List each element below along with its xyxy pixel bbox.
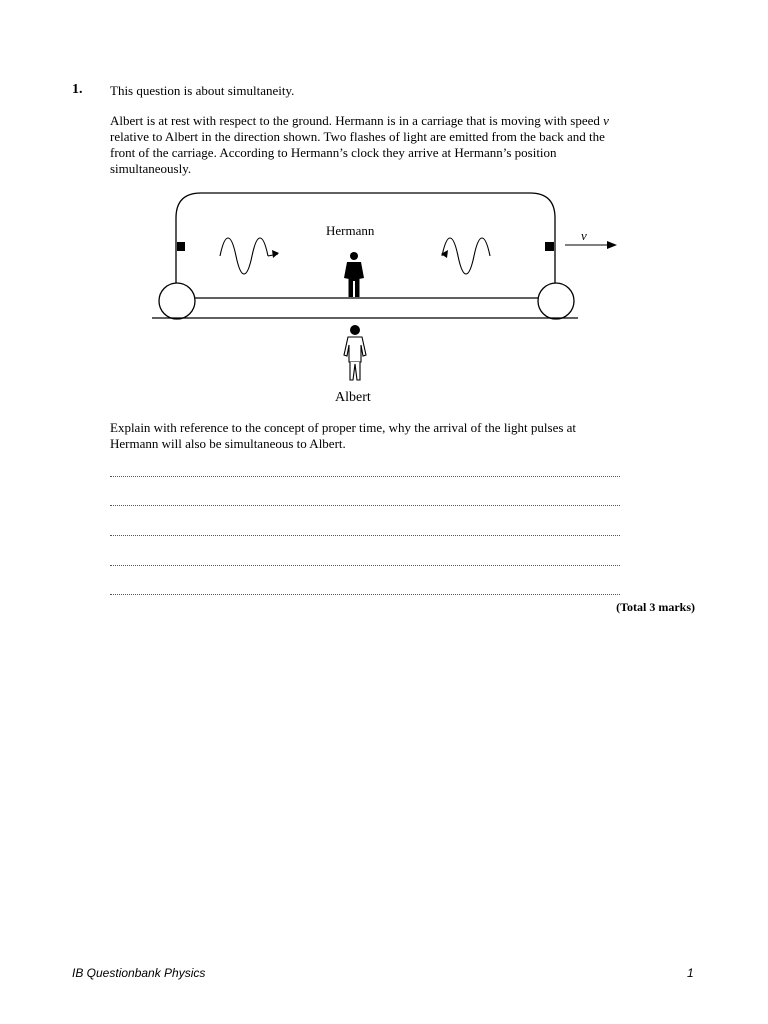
answer-line-2[interactable] xyxy=(110,505,620,506)
answer-line-3[interactable] xyxy=(110,535,620,536)
speed-symbol: v xyxy=(603,113,609,128)
instruction-line-2: Hermann will also be simultaneous to Albert. xyxy=(110,436,346,451)
front-wheel xyxy=(538,283,574,319)
front-flash-source xyxy=(545,242,554,251)
front-light-wave xyxy=(442,238,490,274)
rear-wheel xyxy=(159,283,195,319)
albert-figure xyxy=(344,325,366,380)
carriage-diagram xyxy=(0,0,768,420)
answer-line-4[interactable] xyxy=(110,565,620,566)
hermann-label: Hermann xyxy=(326,223,375,238)
footer-source: IB Questionbank Physics xyxy=(72,966,206,980)
front-wave-arrowhead xyxy=(441,250,448,258)
paragraph-line-2: relative to Albert in the direction shown. Two flashes of light are emitted from the back and the xyxy=(110,129,605,144)
page-number: 1 xyxy=(687,966,694,980)
rear-light-wave xyxy=(220,238,268,274)
answer-line-1[interactable] xyxy=(110,476,620,477)
question-intro: This question is about simultaneity. xyxy=(110,83,295,98)
rear-flash-source xyxy=(177,242,185,251)
paragraph-line-4: simultaneously. xyxy=(110,161,192,176)
hermann-figure xyxy=(344,252,364,297)
paragraph-line-1: Albert is at rest with respect to the ground. Hermann is in a carriage that is moving with speed v xyxy=(110,113,609,128)
total-marks: (Total 3 marks) xyxy=(616,600,695,614)
velocity-arrowhead xyxy=(607,241,617,249)
instruction-text xyxy=(110,420,670,452)
albert-label: Albert xyxy=(335,390,371,405)
answer-line-5[interactable] xyxy=(110,594,620,595)
question-number: 1. xyxy=(72,82,83,97)
velocity-label: v xyxy=(581,228,587,243)
paragraph-line-3: front of the carriage. According to Hermann’s clock they arrive at Hermann’s position xyxy=(110,145,557,160)
instruction-line-1: Explain with reference to the concept of proper time, why the arrival of the light pulses at xyxy=(110,420,577,435)
